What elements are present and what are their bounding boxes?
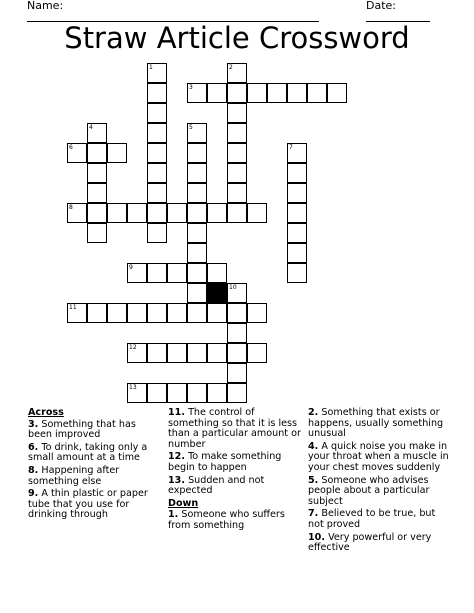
grid-cell[interactable] <box>147 183 167 203</box>
grid-cell[interactable] <box>147 223 167 243</box>
grid-cell[interactable] <box>287 143 307 163</box>
grid-cell[interactable] <box>227 323 247 343</box>
grid-cell[interactable] <box>147 103 167 123</box>
grid-cell[interactable] <box>187 343 207 363</box>
grid-cell[interactable] <box>147 143 167 163</box>
grid-cell[interactable] <box>227 363 247 383</box>
clue-across-13: 13. Sudden and not expected <box>168 474 265 497</box>
grid-cell[interactable] <box>147 123 167 143</box>
grid-cell[interactable] <box>147 63 167 83</box>
clue-down-4: 4. A quick noise you make in your throat when a muscle in your chest moves suddenly <box>308 440 449 473</box>
grid-cell[interactable] <box>127 343 147 363</box>
name-label: Name: <box>27 0 64 12</box>
grid-cell[interactable] <box>67 303 87 323</box>
grid-cell[interactable] <box>147 343 167 363</box>
grid-cell[interactable] <box>187 283 207 303</box>
clue-down-2: 2. Something that exists or happens, usually something unusual <box>308 407 444 440</box>
grid-cell[interactable] <box>87 123 107 143</box>
clue-across-6: 6. To drink, taking only a small amount at a time <box>28 441 148 464</box>
grid-cell[interactable] <box>207 83 227 103</box>
grid-cell[interactable] <box>147 163 167 183</box>
grid-cell[interactable] <box>147 303 167 323</box>
grid-cell[interactable] <box>127 263 147 283</box>
grid-cell[interactable] <box>207 343 227 363</box>
grid-cell[interactable] <box>287 183 307 203</box>
grid-cell[interactable] <box>187 143 207 163</box>
down-heading: Down <box>168 497 199 509</box>
clue-down-1: 1. Someone who suffers from something <box>168 509 285 531</box>
grid-cell[interactable] <box>187 223 207 243</box>
clue-number: 13 <box>129 384 137 391</box>
grid-cell[interactable] <box>287 83 307 103</box>
grid-cell[interactable] <box>127 303 147 323</box>
grid-cell[interactable] <box>287 243 307 263</box>
grid-cell[interactable] <box>127 383 147 403</box>
grid-cell[interactable] <box>187 383 207 403</box>
grid-cell[interactable] <box>107 203 127 223</box>
grid-cell[interactable] <box>127 203 147 223</box>
page-title: Straw Article Crossword <box>64 21 410 55</box>
clue-number: 2 <box>229 64 233 71</box>
grid-cell[interactable] <box>167 343 187 363</box>
grid-cell[interactable] <box>287 163 307 183</box>
grid-cell[interactable] <box>247 343 267 363</box>
grid-cell[interactable] <box>227 83 247 103</box>
clue-across-11: 11. The control of something so that it is less than a particular amount or number <box>168 407 301 450</box>
grid-cell[interactable] <box>187 83 207 103</box>
grid-cell[interactable] <box>227 203 247 223</box>
clue-number: 11 <box>69 304 77 311</box>
clue-number: 3 <box>189 84 193 91</box>
grid-cell[interactable] <box>187 183 207 203</box>
grid-cell[interactable] <box>107 143 127 163</box>
across-heading: Across <box>28 407 64 418</box>
grid-cell[interactable] <box>167 203 187 223</box>
grid-cell[interactable] <box>167 383 187 403</box>
clues-column-2 <box>168 408 302 534</box>
grid-cell[interactable] <box>187 123 207 143</box>
clue-across-9: 9. A thin plastic or paper tube that you use for drinking through <box>28 488 148 521</box>
clue-across-12: 12. To make something begin to happen <box>168 451 282 473</box>
grid-cell[interactable] <box>147 83 167 103</box>
grid-cell[interactable] <box>87 203 107 223</box>
grid-cell[interactable] <box>187 263 207 283</box>
grid-cell[interactable] <box>147 263 167 283</box>
grid-cell[interactable] <box>227 343 247 363</box>
grid-cell[interactable] <box>87 163 107 183</box>
grid-cell[interactable] <box>267 83 287 103</box>
clue-across-8: 8. Happening after something else <box>28 464 120 487</box>
grid-cell[interactable] <box>227 103 247 123</box>
clue-number: 7 <box>289 144 293 151</box>
clue-down-10: 10. Very powerful or very effective <box>308 531 432 554</box>
grid-cell[interactable] <box>287 263 307 283</box>
clue-number: 10 <box>229 284 237 291</box>
grid-cell[interactable] <box>167 303 187 323</box>
grid-cell[interactable] <box>247 303 267 323</box>
grid-block <box>207 283 227 303</box>
grid-cell[interactable] <box>227 123 247 143</box>
grid-cell[interactable] <box>187 203 207 223</box>
clues-column-1 <box>28 408 160 523</box>
grid-cell[interactable] <box>247 83 267 103</box>
grid-cell[interactable] <box>147 383 167 403</box>
clues-column-3 <box>308 408 450 556</box>
clue-across-3: 3. Something that has been improved <box>28 418 136 441</box>
grid-cell[interactable] <box>87 223 107 243</box>
grid-cell[interactable] <box>67 143 87 163</box>
grid-cell[interactable] <box>287 203 307 223</box>
grid-cell[interactable] <box>87 183 107 203</box>
grid-cell[interactable] <box>227 283 247 303</box>
clue-number: 1 <box>149 64 153 71</box>
grid-cell[interactable] <box>247 203 267 223</box>
grid-cell[interactable] <box>227 63 247 83</box>
grid-cell[interactable] <box>307 83 327 103</box>
clue-down-5: 5. Someone who advises people about a particular subject <box>308 474 430 507</box>
clue-number: 6 <box>69 144 73 151</box>
clue-number: 9 <box>129 264 133 271</box>
clue-number: 12 <box>129 344 137 351</box>
grid-cell[interactable] <box>187 243 207 263</box>
grid-cell[interactable] <box>287 223 307 243</box>
grid-cell[interactable] <box>207 203 227 223</box>
clue-number: 8 <box>69 204 73 211</box>
grid-cell[interactable] <box>167 263 187 283</box>
clue-down-7: 7. Believed to be true, but not proved <box>308 508 436 530</box>
date-label: Date: <box>366 0 396 12</box>
grid-cell[interactable] <box>207 303 227 323</box>
grid-cell[interactable] <box>87 143 107 163</box>
grid-cell[interactable] <box>207 383 227 403</box>
grid-cell[interactable] <box>187 163 207 183</box>
grid-cell[interactable] <box>147 203 167 223</box>
grid-cell[interactable] <box>207 263 227 283</box>
grid-cell[interactable] <box>87 303 107 323</box>
grid-cell[interactable] <box>227 383 247 403</box>
grid-cell[interactable] <box>67 203 87 223</box>
clue-number: 4 <box>89 124 93 131</box>
grid-cell[interactable] <box>227 303 247 323</box>
grid-cell[interactable] <box>227 143 247 163</box>
grid-cell[interactable] <box>107 303 127 323</box>
grid-cell[interactable] <box>327 83 347 103</box>
clue-number: 5 <box>189 124 193 131</box>
grid-cell[interactable] <box>227 183 247 203</box>
grid-cell[interactable] <box>187 303 207 323</box>
grid-cell[interactable] <box>227 163 247 183</box>
